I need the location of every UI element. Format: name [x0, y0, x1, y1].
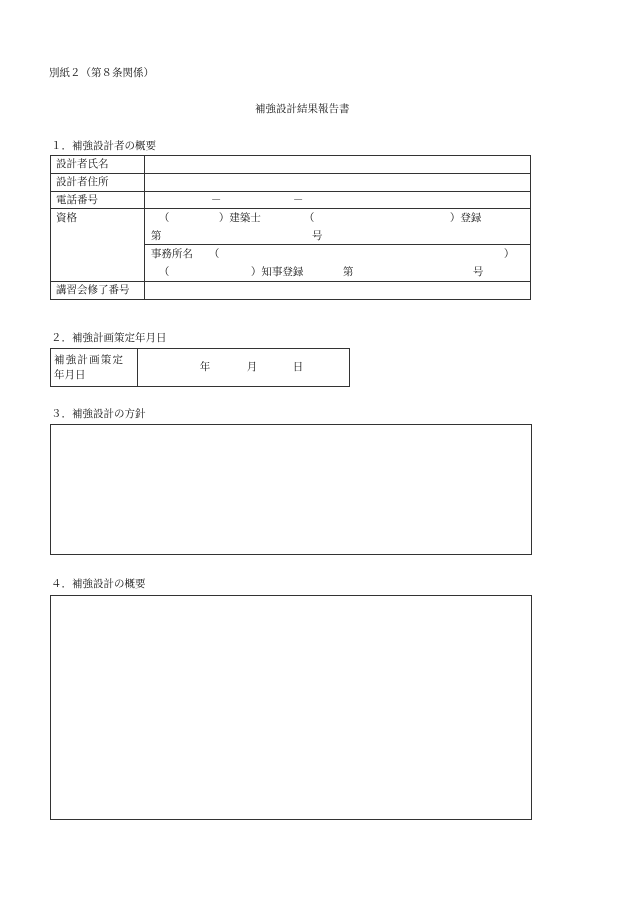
plan-date-value[interactable] [137, 349, 349, 387]
month-label: 月 [246, 361, 258, 373]
reg-dai-label: 第 [150, 230, 162, 242]
section3-heading: ３．補強設計の方針 [51, 408, 146, 420]
appendix-label: 別紙２（第８条関係） [49, 67, 154, 79]
plan-date-label-cell [51, 349, 138, 387]
name-value[interactable] [144, 156, 530, 174]
qualification-value[interactable] [144, 209, 530, 245]
reg-go-label: 号 [311, 230, 323, 242]
office-go-label: 号 [472, 266, 484, 278]
phone-dash-1: － [210, 194, 222, 206]
registration-label: ）登録 [449, 212, 482, 224]
office-close-paren: ） [503, 248, 515, 260]
name-label: 設計者氏名 [56, 158, 109, 170]
name-label-cell [51, 156, 145, 174]
document-title: 補強設計結果報告書 [255, 103, 350, 115]
plan-date-table [50, 348, 350, 387]
section1-heading: １．補強設計者の概要 [51, 140, 156, 152]
section4-heading: ４．補強設計の概要 [51, 578, 146, 590]
address-value[interactable] [144, 174, 530, 192]
plan-date-label-line2: 年月日 [54, 369, 86, 381]
office-value[interactable] [144, 245, 530, 282]
plan-date-label-line1: 補強計画策定 [54, 354, 125, 366]
design-policy-box[interactable] [50, 424, 532, 555]
phone-label: 電話番号 [56, 194, 98, 206]
architect-label: ）建築士 [218, 212, 261, 224]
governor-registration-label: ）知事登録 [250, 266, 304, 278]
year-label: 年 [199, 361, 211, 373]
course-value[interactable] [144, 282, 530, 300]
phone-value[interactable] [144, 192, 530, 209]
qualification-label-cell [51, 209, 145, 282]
course-label: 講習会修了番号 [56, 284, 130, 296]
office-label: 事務所名 [150, 248, 193, 260]
designer-overview-table [50, 155, 531, 300]
course-label-cell [51, 282, 145, 300]
phone-dash-2: － [292, 194, 304, 206]
section2-heading: ２．補強計画策定年月日 [51, 332, 167, 344]
qualification-label: 資格 [56, 212, 77, 224]
governor-open-paren: （ [158, 266, 170, 278]
address-label-cell [51, 174, 145, 192]
office-dai-label: 第 [342, 266, 354, 278]
qual-open-paren-2: （ [303, 212, 315, 224]
day-label: 日 [292, 361, 304, 373]
qual-open-paren: （ [158, 212, 170, 224]
phone-label-cell [51, 192, 145, 209]
design-overview-box[interactable] [50, 595, 532, 820]
address-label: 設計者住所 [56, 176, 109, 188]
office-open-paren: （ [208, 248, 220, 260]
